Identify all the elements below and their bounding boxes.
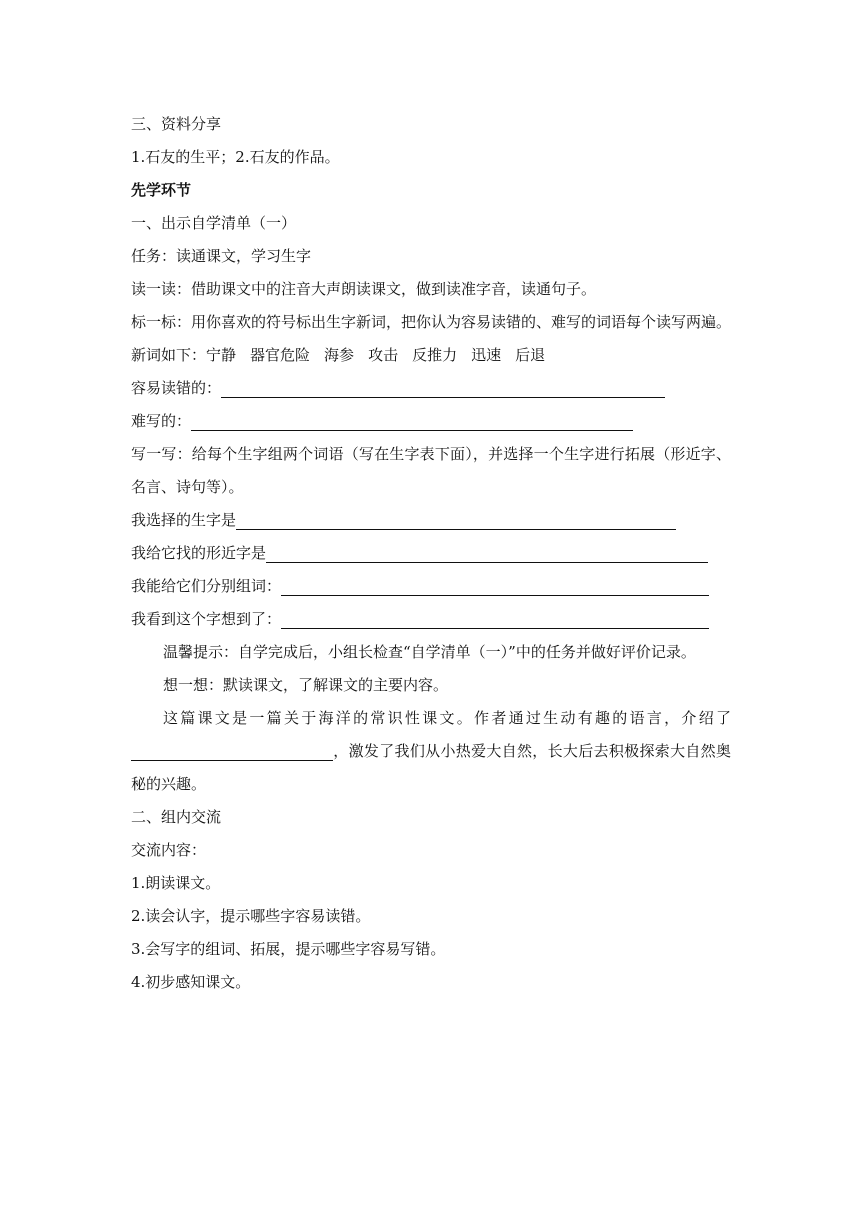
chosen-char-blank[interactable] — [236, 509, 676, 530]
summary-after: ，激发了我们从小热爱大自然，长大后去积极探索大自然奥秘的兴趣。 — [131, 742, 731, 793]
easy-wrong-label: 容易读错的： — [131, 379, 222, 397]
checklist-title: 一、出示自学清单（一） — [131, 214, 297, 232]
hard-write-blank[interactable] — [191, 410, 633, 431]
group-exchange-title: 二、组内交流 — [131, 808, 222, 826]
chosen-char-label: 我选择的生字是 — [131, 511, 237, 529]
write-instruction: 写一写：给每个生字组两个词语（写在生字表下面），并选择一个生字进行拓展（形近字、名言、诗句等）。 — [131, 445, 731, 496]
task-line: 任务：读通课文，学习生字 — [131, 247, 312, 265]
new-word: 后退 — [515, 346, 546, 364]
resources-body: 1.石友的生平；2.石友的作品。 — [131, 148, 340, 166]
summary-blank[interactable] — [131, 740, 333, 761]
easy-wrong-line — [131, 372, 731, 405]
new-word: 攻击 — [368, 346, 399, 364]
new-word: 反推力 — [412, 346, 458, 364]
document-content — [131, 108, 731, 999]
warm-tip: 温馨提示：自学完成后，小组长检查“自学清单（一）”中的任务并做好评价记录。 — [163, 643, 696, 661]
new-word: 器官危险 — [250, 346, 311, 364]
pre-study-heading: 先学环节 — [131, 181, 192, 199]
exchange-label: 交流内容： — [131, 841, 207, 859]
think-of-blank[interactable] — [281, 608, 709, 629]
exchange-item: 2.读会认字，提示哪些字容易读错。 — [131, 907, 371, 925]
new-words-line — [131, 339, 731, 372]
compose-words-label: 我能给它们分别组词： — [131, 577, 282, 595]
section-title-resources: 三、资料分享 — [131, 115, 222, 133]
similar-char-line — [131, 537, 731, 570]
hard-write-line — [131, 405, 731, 438]
exchange-item: 3.会写字的组词、拓展，提示哪些字容易写错。 — [131, 940, 446, 958]
new-words-label: 新词如下： — [131, 346, 207, 364]
exchange-item: 1.朗读课文。 — [131, 874, 221, 892]
compose-words-blank[interactable] — [281, 575, 709, 596]
new-word: 宁静 — [206, 346, 237, 364]
new-word: 海参 — [324, 346, 355, 364]
hard-write-label: 难写的： — [131, 412, 192, 430]
compose-words-line — [131, 570, 731, 603]
think-instruction: 想一想：默读课文，了解课文的主要内容。 — [163, 676, 449, 694]
easy-wrong-blank[interactable] — [221, 377, 665, 398]
summary-paragraph — [131, 702, 731, 801]
read-instruction: 读一读：借助课文中的注音大声朗读课文，做到读准字音，读通句子。 — [131, 280, 597, 298]
similar-char-label: 我给它找的形近字是 — [131, 544, 267, 562]
think-of-label: 我看到这个字想到了： — [131, 610, 282, 628]
chosen-char-line — [131, 504, 731, 537]
new-word: 迅速 — [471, 346, 502, 364]
exchange-item: 4.初步感知课文。 — [131, 973, 251, 991]
summary-before: 这篇课文是一篇关于海洋的常识性课文。作者通过生动有趣的语言，介绍了 — [163, 709, 731, 727]
similar-char-blank[interactable] — [266, 542, 708, 563]
think-of-line — [131, 603, 731, 636]
mark-instruction: 标一标：用你喜欢的符号标出生字新词，把你认为容易读错的、难写的词语每个读写两遍。 — [131, 313, 732, 331]
